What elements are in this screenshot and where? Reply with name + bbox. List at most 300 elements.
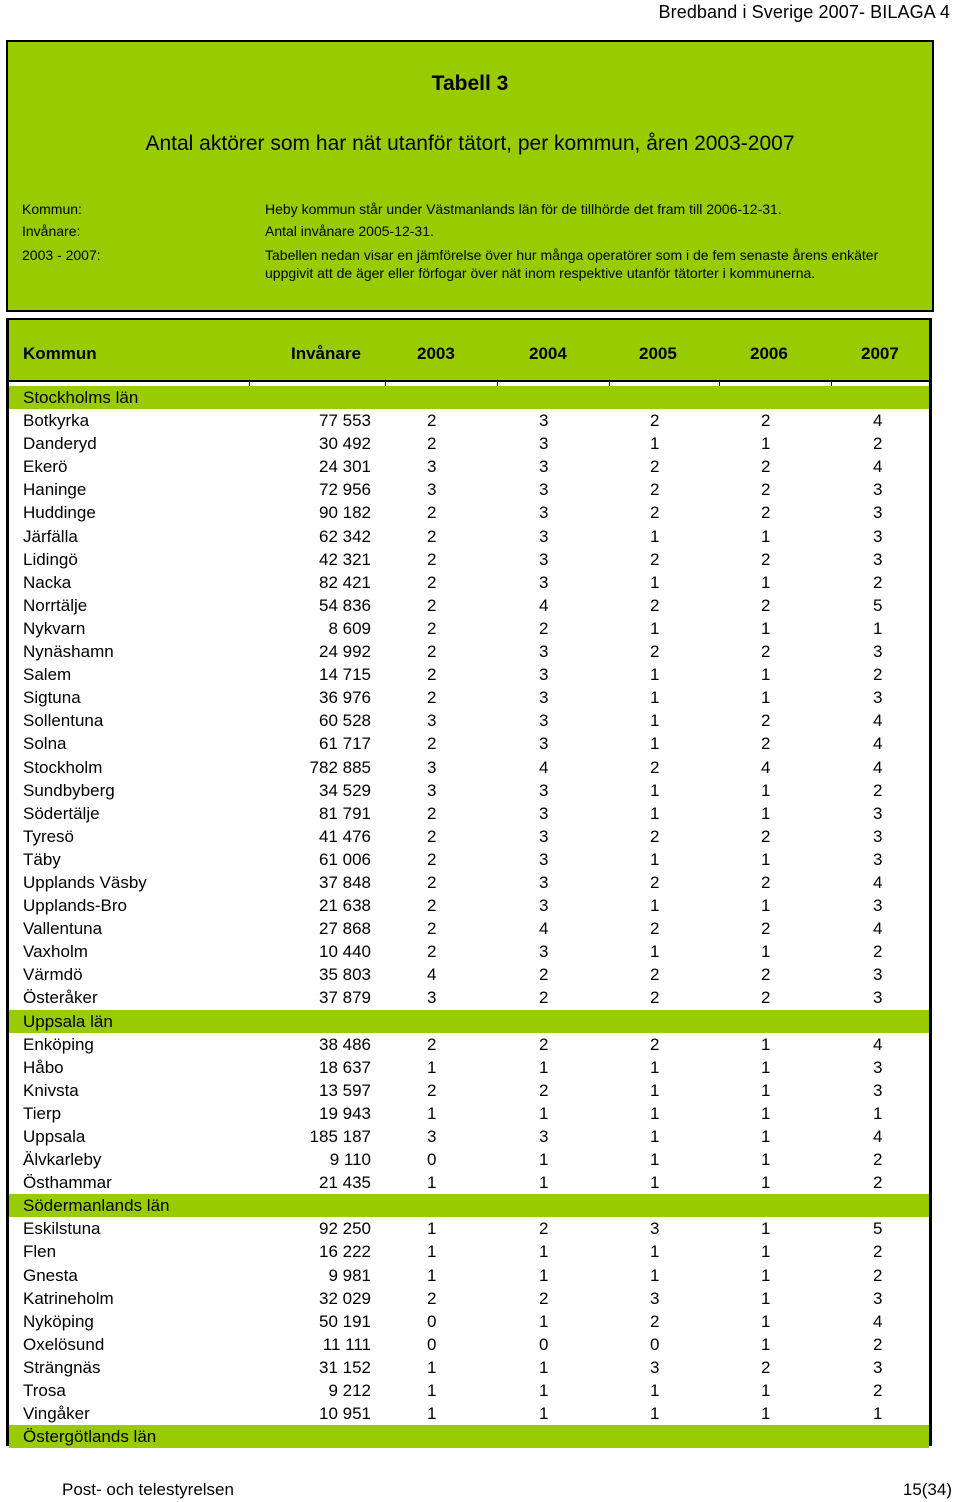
section-label: Stockholms län — [23, 388, 139, 407]
table-row — [9, 779, 929, 802]
cell-kommun: Upplands Väsby — [23, 872, 147, 892]
cell-2005: 2 — [650, 988, 660, 1008]
cell-2005: 1 — [650, 942, 660, 962]
cell-invanare: 14 715 — [319, 665, 371, 685]
table-row — [9, 963, 929, 986]
cell-2007: 4 — [873, 1127, 883, 1146]
table-row — [9, 1356, 929, 1379]
table-row — [9, 1056, 929, 1079]
cell-invanare: 11 111 — [322, 1334, 371, 1354]
meta-label: Kommun: — [22, 201, 82, 217]
cell-2005: 1 — [650, 780, 660, 800]
cell-2007: 2 — [873, 434, 883, 454]
cell-2003: 2 — [427, 503, 437, 523]
cell-invanare: 38 486 — [319, 1034, 371, 1054]
cell-2003: 1 — [427, 1173, 437, 1193]
cell-2003: 2 — [427, 572, 437, 592]
table-row — [9, 686, 929, 709]
table-row — [9, 917, 929, 940]
cell-2003: 2 — [427, 618, 437, 638]
cell-2004: 1 — [539, 1242, 549, 1262]
cell-2003: 3 — [427, 757, 437, 777]
cell-2007: 4 — [873, 457, 883, 477]
cell-2006: 1 — [761, 1242, 771, 1262]
cell-2007: 2 — [873, 1173, 883, 1193]
column-header-2003: 2003 — [417, 344, 455, 363]
cell-2004: 3 — [539, 480, 549, 500]
cell-2007: 1 — [873, 1404, 883, 1424]
table-row — [9, 663, 929, 686]
table-row — [9, 1333, 929, 1356]
cell-2004: 3 — [539, 526, 549, 546]
cell-2006: 2 — [761, 919, 771, 939]
cell-2004: 1 — [539, 1057, 549, 1077]
cell-2005: 1 — [650, 1404, 660, 1424]
cell-2007: 3 — [873, 965, 883, 985]
cell-2005: 0 — [650, 1334, 660, 1354]
table-row — [9, 848, 929, 871]
table-row — [9, 1402, 929, 1425]
cell-2005: 2 — [650, 480, 660, 500]
cell-2004: 1 — [539, 1103, 549, 1123]
cell-2004: 3 — [539, 434, 549, 454]
section-label: Uppsala län — [23, 1011, 113, 1031]
cell-invanare: 9 981 — [328, 1265, 371, 1285]
table-row — [9, 1310, 929, 1333]
cell-2007: 4 — [873, 411, 883, 431]
cell-2003: 2 — [427, 549, 437, 569]
cell-2005: 1 — [650, 1242, 660, 1262]
cell-2006: 1 — [761, 1034, 771, 1054]
cell-2006: 4 — [761, 757, 771, 777]
table-row — [9, 455, 929, 478]
cell-kommun: Vingåker — [23, 1404, 90, 1424]
cell-2007: 3 — [873, 1288, 883, 1308]
cell-2007: 3 — [873, 503, 883, 523]
table-row — [9, 525, 929, 548]
cell-2004: 3 — [539, 942, 549, 962]
cell-2007: 3 — [873, 803, 883, 823]
cell-2003: 2 — [427, 1034, 437, 1054]
cell-kommun: Uppsala — [23, 1127, 86, 1146]
cell-invanare: 24 301 — [319, 457, 371, 477]
cell-invanare: 30 492 — [319, 434, 371, 454]
table-row — [9, 802, 929, 825]
cell-2007: 5 — [873, 595, 883, 615]
cell-2005: 2 — [650, 965, 660, 985]
cell-2006: 1 — [761, 434, 771, 454]
cell-kommun: Sundbyberg — [23, 780, 115, 800]
cell-invanare: 9 110 — [329, 1150, 371, 1170]
cell-invanare: 24 992 — [319, 642, 371, 662]
cell-2003: 1 — [427, 1242, 437, 1262]
column-header-2007: 2007 — [861, 344, 899, 363]
table-row — [9, 594, 929, 617]
cell-2004: 1 — [539, 1173, 549, 1193]
cell-2006: 2 — [761, 595, 771, 615]
cell-2006: 1 — [761, 688, 771, 708]
cell-invanare: 37 848 — [319, 872, 371, 892]
cell-2004: 3 — [539, 849, 549, 869]
table-row — [9, 1102, 929, 1125]
cell-2006: 1 — [761, 896, 771, 916]
cell-2005: 2 — [650, 549, 660, 569]
column-header-invanare: Invånare — [291, 344, 361, 363]
cell-2006: 1 — [761, 526, 771, 546]
meta-label: 2003 - 2007: — [22, 247, 101, 263]
cell-invanare: 21 435 — [319, 1173, 371, 1193]
cell-kommun: Sollentuna — [23, 711, 104, 731]
cell-kommun: Nacka — [23, 572, 72, 592]
cell-kommun: Strängnäs — [23, 1357, 101, 1377]
cell-invanare: 782 885 — [309, 757, 371, 777]
data-table — [6, 318, 932, 1446]
cell-invanare: 10 440 — [319, 942, 371, 962]
cell-invanare: 72 956 — [319, 480, 371, 500]
cell-2006: 1 — [761, 849, 771, 869]
cell-invanare: 35 803 — [319, 965, 371, 985]
cell-2003: 2 — [427, 872, 437, 892]
cell-2006: 1 — [761, 1080, 771, 1100]
cell-2004: 3 — [539, 1127, 549, 1146]
cell-2003: 1 — [427, 1103, 437, 1123]
table-row — [9, 409, 929, 432]
cell-invanare: 16 222 — [319, 1242, 371, 1262]
cell-invanare: 61 717 — [319, 734, 371, 754]
cell-2005: 1 — [650, 1265, 660, 1285]
cell-kommun: Eskilstuna — [23, 1219, 101, 1239]
cell-2003: 2 — [427, 1288, 437, 1308]
cell-2004: 3 — [539, 688, 549, 708]
cell-2005: 1 — [650, 1173, 660, 1193]
cell-2005: 2 — [650, 826, 660, 846]
footer-publisher: Post- och telestyrelsen — [62, 1480, 234, 1499]
cell-2007: 4 — [873, 757, 883, 777]
cell-kommun: Upplands-Bro — [23, 896, 127, 916]
cell-2005: 1 — [650, 803, 660, 823]
table-row — [9, 986, 929, 1009]
cell-2005: 1 — [650, 1103, 660, 1123]
cell-2005: 1 — [650, 434, 660, 454]
cell-2006: 1 — [761, 665, 771, 685]
cell-kommun: Flen — [23, 1242, 57, 1262]
cell-2005: 2 — [650, 595, 660, 615]
column-header-2006: 2006 — [750, 344, 788, 363]
cell-2006: 2 — [761, 965, 771, 985]
cell-invanare: 10 951 — [319, 1404, 371, 1424]
cell-2005: 1 — [650, 688, 660, 708]
cell-kommun: Vallentuna — [23, 919, 103, 939]
cell-kommun: Värmdö — [23, 965, 83, 985]
cell-2006: 1 — [761, 803, 771, 823]
cell-2007: 1 — [873, 618, 883, 638]
cell-2006: 1 — [761, 1173, 771, 1193]
cell-2005: 2 — [650, 757, 660, 777]
cell-2006: 2 — [761, 1357, 771, 1377]
cell-2003: 2 — [427, 734, 437, 754]
cell-2004: 3 — [539, 872, 549, 892]
cell-2004: 3 — [539, 411, 549, 431]
cell-2007: 2 — [873, 780, 883, 800]
cell-invanare: 81 791 — [319, 803, 371, 823]
cell-2004: 3 — [539, 642, 549, 662]
cell-2007: 2 — [873, 1334, 883, 1354]
cell-kommun: Katrineholm — [23, 1288, 114, 1308]
cell-kommun: Östhammar — [23, 1173, 112, 1193]
table-row — [9, 1171, 929, 1194]
cell-2004: 3 — [539, 549, 549, 569]
cell-2007: 2 — [873, 1381, 883, 1401]
cell-2003: 1 — [427, 1381, 437, 1401]
cell-invanare: 50 191 — [319, 1311, 371, 1331]
cell-2003: 1 — [427, 1265, 437, 1285]
cell-2005: 2 — [650, 872, 660, 892]
cell-2004: 2 — [539, 1219, 549, 1239]
cell-2003: 2 — [427, 942, 437, 962]
table-row — [9, 1125, 929, 1148]
table-title: Tabell 3 — [431, 72, 509, 95]
cell-2005: 3 — [650, 1288, 660, 1308]
cell-2007: 3 — [873, 549, 883, 569]
cell-2004: 2 — [539, 988, 549, 1008]
cell-2004: 2 — [539, 1080, 549, 1100]
table-row — [9, 894, 929, 917]
cell-2005: 1 — [650, 572, 660, 592]
cell-kommun: Haninge — [23, 480, 87, 500]
cell-2005: 1 — [650, 1057, 660, 1077]
table-header-row — [9, 320, 929, 382]
cell-2005: 1 — [650, 1150, 660, 1170]
table-row — [9, 1079, 929, 1102]
cell-2007: 3 — [873, 988, 883, 1008]
cell-kommun: Nykvarn — [23, 618, 86, 638]
cell-2006: 1 — [761, 1103, 771, 1123]
cell-invanare: 32 029 — [319, 1288, 371, 1308]
table-row — [9, 756, 929, 779]
cell-2003: 2 — [427, 526, 437, 546]
cell-kommun: Täby — [23, 849, 61, 869]
cell-2004: 1 — [539, 1265, 549, 1285]
cell-2003: 2 — [427, 826, 437, 846]
cell-2004: 3 — [539, 503, 549, 523]
cell-2006: 1 — [761, 1381, 771, 1401]
cell-2003: 2 — [427, 434, 437, 454]
cell-2006: 1 — [761, 572, 771, 592]
cell-2006: 2 — [761, 411, 771, 431]
table-row — [9, 640, 929, 663]
cell-2007: 3 — [873, 1357, 883, 1377]
section-label: Södermanlands län — [23, 1196, 170, 1216]
cell-2005: 3 — [650, 1357, 660, 1377]
cell-invanare: 90 182 — [319, 503, 371, 523]
column-header-2004: 2004 — [529, 344, 567, 363]
cell-2006: 2 — [761, 826, 771, 846]
cell-2004: 3 — [539, 711, 549, 731]
running-header: Bredband i Sverige 2007- BILAGA 4 — [658, 2, 950, 22]
cell-2004: 1 — [539, 1404, 549, 1424]
cell-2007: 3 — [873, 1080, 883, 1100]
cell-2004: 3 — [539, 896, 549, 916]
cell-2005: 1 — [650, 896, 660, 916]
column-header-2005: 2005 — [639, 344, 677, 363]
table-body — [9, 386, 929, 1448]
table-row — [9, 1033, 929, 1056]
cell-2003: 2 — [427, 919, 437, 939]
cell-kommun: Tierp — [23, 1103, 62, 1123]
cell-2007: 4 — [873, 919, 883, 939]
cell-invanare: 13 597 — [319, 1080, 371, 1100]
cell-kommun: Danderyd — [23, 434, 97, 454]
footer-page-number: 15(34) — [902, 1480, 952, 1499]
table-subtitle: Antal aktörer som har nät utanför tätort, per kommun, åren 2003-2007 — [145, 132, 795, 155]
cell-2005: 2 — [650, 919, 660, 939]
cell-2003: 1 — [427, 1404, 437, 1424]
column-header-kommun: Kommun — [23, 344, 97, 363]
cell-2007: 2 — [873, 1242, 883, 1262]
table-row — [9, 1264, 929, 1287]
meta-value: Tabellen nedan visar en jämförelse över hur många operatörer som i de fem senaste årens enkäter uppgivit att de äger eller förfogar över nät inom respektive utanför tätorter i kommunerna. — [265, 247, 879, 281]
cell-kommun: Enköping — [23, 1034, 94, 1054]
section-header-row — [9, 1425, 929, 1448]
cell-2006: 2 — [761, 480, 771, 500]
cell-kommun: Vaxholm — [23, 942, 88, 962]
cell-kommun: Sigtuna — [23, 688, 81, 708]
cell-2007: 3 — [873, 642, 883, 662]
cell-2006: 1 — [761, 1127, 771, 1146]
cell-2004: 3 — [539, 665, 549, 685]
table-row — [9, 548, 929, 571]
cell-invanare: 54 836 — [319, 595, 371, 615]
cell-2003: 2 — [427, 665, 437, 685]
cell-2003: 3 — [427, 711, 437, 731]
table-row — [9, 709, 929, 732]
cell-invanare: 41 476 — [319, 826, 371, 846]
cell-2007: 2 — [873, 665, 883, 685]
cell-2004: 4 — [539, 757, 549, 777]
cell-2006: 2 — [761, 988, 771, 1008]
cell-invanare: 77 553 — [319, 411, 371, 431]
section-label: Östergötlands län — [23, 1427, 157, 1447]
cell-2007: 3 — [873, 826, 883, 846]
cell-2006: 1 — [761, 1404, 771, 1424]
cell-invanare: 34 529 — [319, 780, 371, 800]
cell-2006: 2 — [761, 503, 771, 523]
cell-kommun: Håbo — [23, 1057, 64, 1077]
cell-2005: 2 — [650, 411, 660, 431]
cell-2003: 1 — [427, 1057, 437, 1077]
cell-2005: 2 — [650, 1034, 660, 1054]
table-row — [9, 1217, 929, 1240]
cell-2004: 3 — [539, 826, 549, 846]
cell-2007: 4 — [873, 1311, 883, 1331]
table-row — [9, 871, 929, 894]
cell-invanare: 9 212 — [328, 1381, 371, 1401]
cell-2006: 2 — [761, 734, 771, 754]
cell-invanare: 8 609 — [328, 618, 371, 638]
cell-2003: 3 — [427, 480, 437, 500]
table-row — [9, 432, 929, 455]
cell-2007: 5 — [873, 1219, 883, 1239]
cell-kommun: Nyköping — [23, 1311, 94, 1331]
cell-kommun: Stockholm — [23, 757, 103, 777]
cell-2003: 4 — [427, 965, 437, 985]
cell-2004: 4 — [539, 919, 549, 939]
cell-2007: 3 — [873, 526, 883, 546]
cell-kommun: Österåker — [23, 988, 98, 1008]
cell-2004: 1 — [539, 1381, 549, 1401]
cell-invanare: 60 528 — [319, 711, 371, 731]
cell-invanare: 82 421 — [319, 572, 371, 592]
table-caption-panel — [6, 40, 934, 312]
cell-2005: 1 — [650, 711, 660, 731]
table-row — [9, 825, 929, 848]
cell-invanare: 92 250 — [319, 1219, 371, 1239]
cell-2004: 1 — [539, 1311, 549, 1331]
cell-invanare: 37 879 — [319, 988, 371, 1008]
cell-2003: 0 — [427, 1150, 437, 1170]
cell-2007: 3 — [873, 1057, 883, 1077]
cell-2006: 1 — [761, 1311, 771, 1331]
cell-2006: 1 — [761, 618, 771, 638]
cell-2005: 1 — [650, 618, 660, 638]
table-row — [9, 1240, 929, 1263]
cell-2006: 1 — [761, 942, 771, 962]
cell-2007: 3 — [873, 480, 883, 500]
cell-kommun: Tyresö — [23, 826, 75, 846]
cell-2004: 1 — [539, 1150, 549, 1170]
cell-2003: 0 — [427, 1334, 437, 1354]
cell-2004: 0 — [539, 1334, 549, 1354]
cell-2004: 3 — [539, 734, 549, 754]
cell-2005: 1 — [650, 1381, 660, 1401]
cell-2003: 1 — [427, 1357, 437, 1377]
cell-kommun: Järfälla — [23, 526, 78, 546]
cell-2003: 3 — [427, 457, 437, 477]
cell-2007: 4 — [873, 734, 883, 754]
cell-2005: 2 — [650, 503, 660, 523]
cell-kommun: Solna — [23, 734, 67, 754]
table-row — [9, 1148, 929, 1171]
cell-2003: 2 — [427, 688, 437, 708]
meta-value: Heby kommun står under Västmanlands län för de tillhörde det fram till 2006-12-31. — [265, 201, 782, 217]
cell-2004: 3 — [539, 780, 549, 800]
table-row — [9, 1379, 929, 1402]
cell-2004: 3 — [539, 457, 549, 477]
cell-2003: 2 — [427, 803, 437, 823]
cell-kommun: Huddinge — [23, 503, 96, 523]
cell-2003: 3 — [427, 988, 437, 1008]
cell-2005: 1 — [650, 665, 660, 685]
cell-kommun: Botkyrka — [23, 411, 90, 431]
cell-2005: 1 — [650, 734, 660, 754]
cell-2005: 1 — [650, 1080, 660, 1100]
cell-2003: 2 — [427, 896, 437, 916]
cell-2005: 1 — [650, 526, 660, 546]
table-row — [9, 501, 929, 524]
cell-2003: 2 — [427, 595, 437, 615]
cell-2005: 2 — [650, 457, 660, 477]
cell-2007: 2 — [873, 1150, 883, 1170]
cell-2005: 2 — [650, 1311, 660, 1331]
cell-kommun: Salem — [23, 665, 72, 685]
cell-kommun: Gnesta — [23, 1265, 78, 1285]
cell-kommun: Knivsta — [23, 1080, 79, 1100]
cell-2006: 2 — [761, 872, 771, 892]
cell-kommun: Oxelösund — [23, 1334, 105, 1354]
cell-kommun: Nynäshamn — [23, 642, 114, 662]
cell-2006: 1 — [761, 780, 771, 800]
cell-2004: 2 — [539, 1034, 549, 1054]
